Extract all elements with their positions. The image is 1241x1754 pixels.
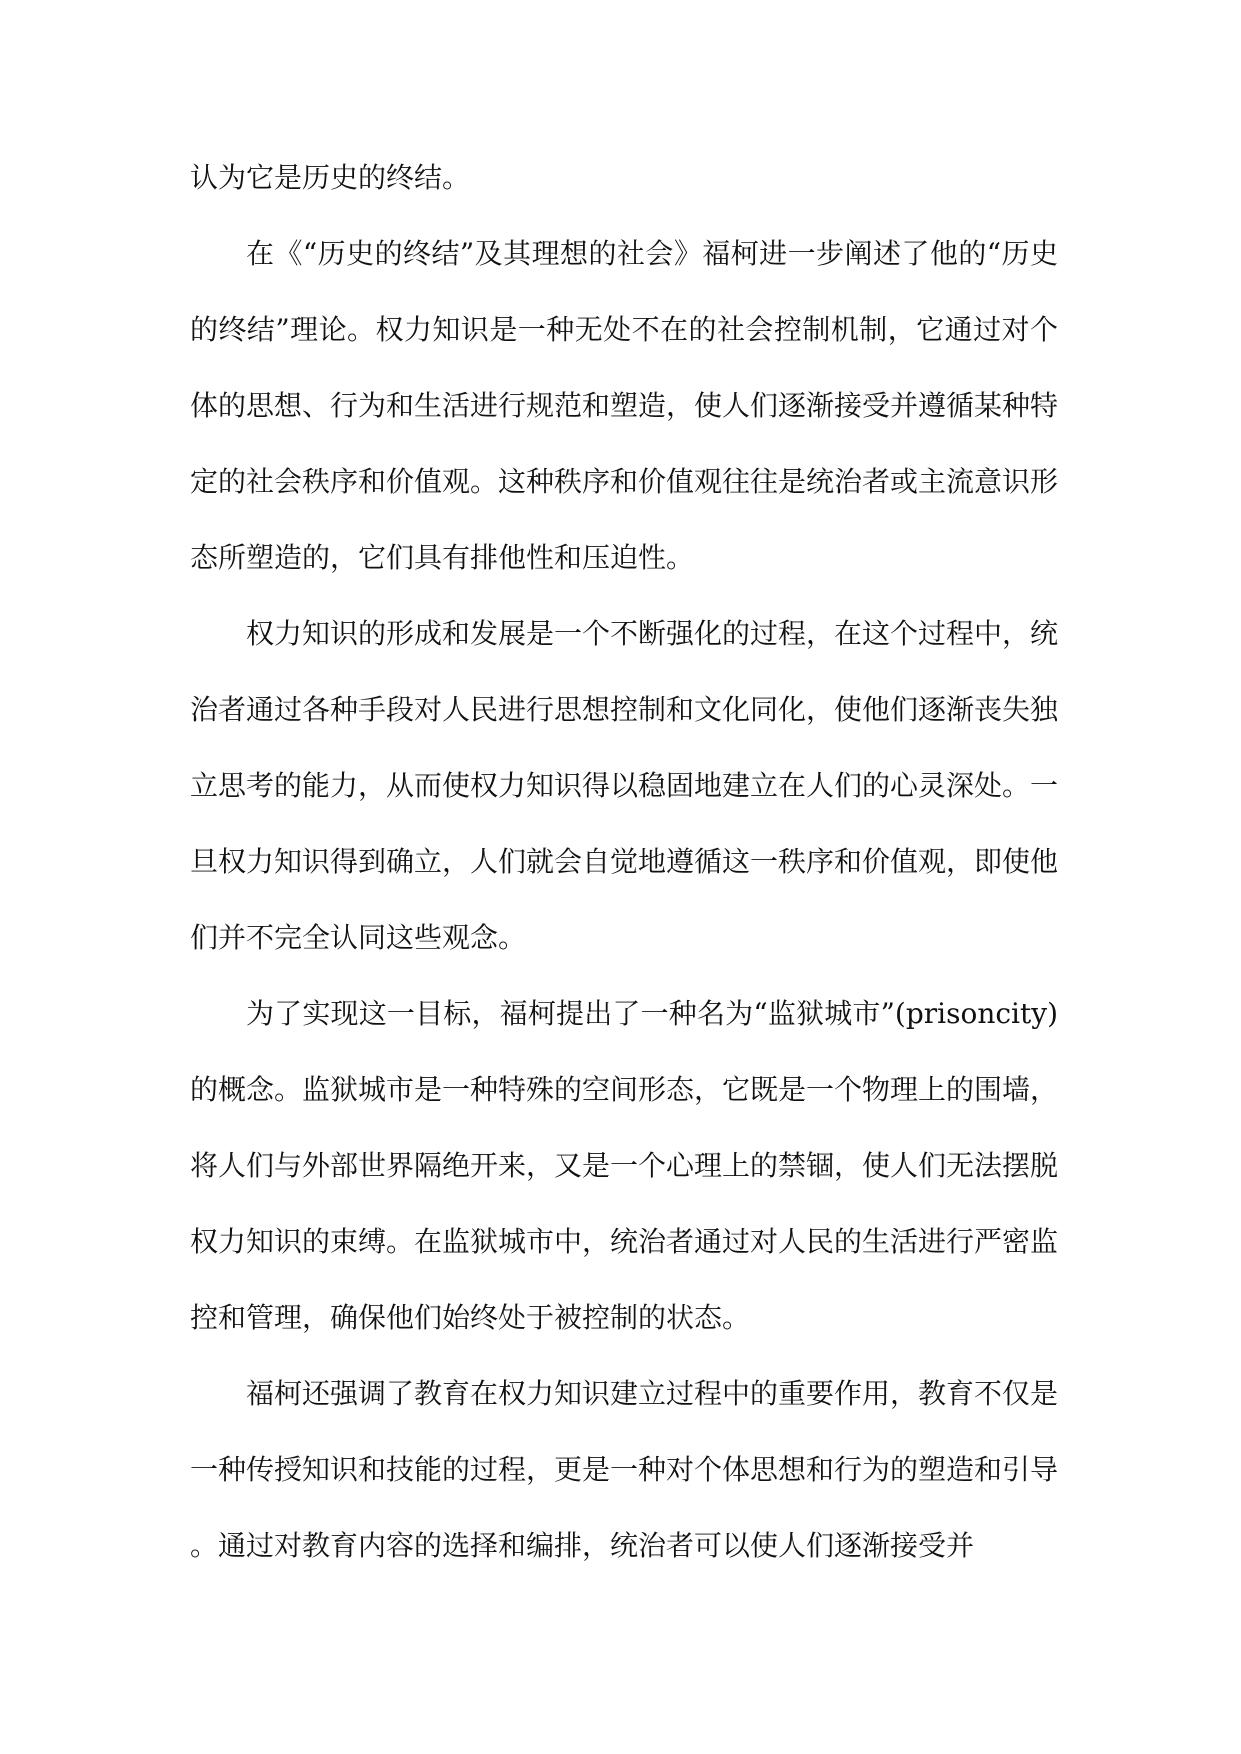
paragraph-2: 在《“历史的终结”及其理想的社会》福柯进一步阐述了他的“历史的终结”理论。权力知识是一种无处不在的社会控制机制，它通过对个体的思想、行为和生活进行规范和塑造，使人们逐渐接受并遵循某种特定的社会秩序和价值观。这种秩序和价值观往往是统治者或主流意识形态所塑造的，它们具有排他性和压迫性。: [190, 237, 1059, 574]
paragraph-1: 认为它是历史的终结。: [190, 161, 471, 194]
paragraph-5: 福柯还强调了教育在权力知识建立过程中的重要作用，教育不仅是一种传授知识和技能的过程，更是一种对个体思想和行为的塑造和引导。通过对教育内容的选择和编排，统治者可以使人们逐渐接受并: [190, 1377, 1059, 1562]
body-text: [190, 140, 1058, 1584]
paragraph-4: 为了实现这一目标，福柯提出了一种名为“监狱城市”(prisoncity)的概念。监狱城市是一种特殊的空间形态，它既是一个物理上的围墙，将人们与外部世界隔绝开来，又是一个心理上的禁锢，使人们无法摆脱权力知识的束缚。在监狱城市中，统治者通过对人民的生活进行严密监控和管理，确保他们始终处于被控制的状态。: [190, 997, 1059, 1334]
paragraph-3: 权力知识的形成和发展是一个不断强化的过程，在这个过程中，统治者通过各种手段对人民进行思想控制和文化同化，使他们逐渐丧失独立思考的能力，从而使权力知识得以稳固地建立在人们的心灵深处。一旦权力知识得到确立，人们就会自觉地遵循这一秩序和价值观，即使他们并不完全认同这些观念。: [190, 617, 1059, 954]
